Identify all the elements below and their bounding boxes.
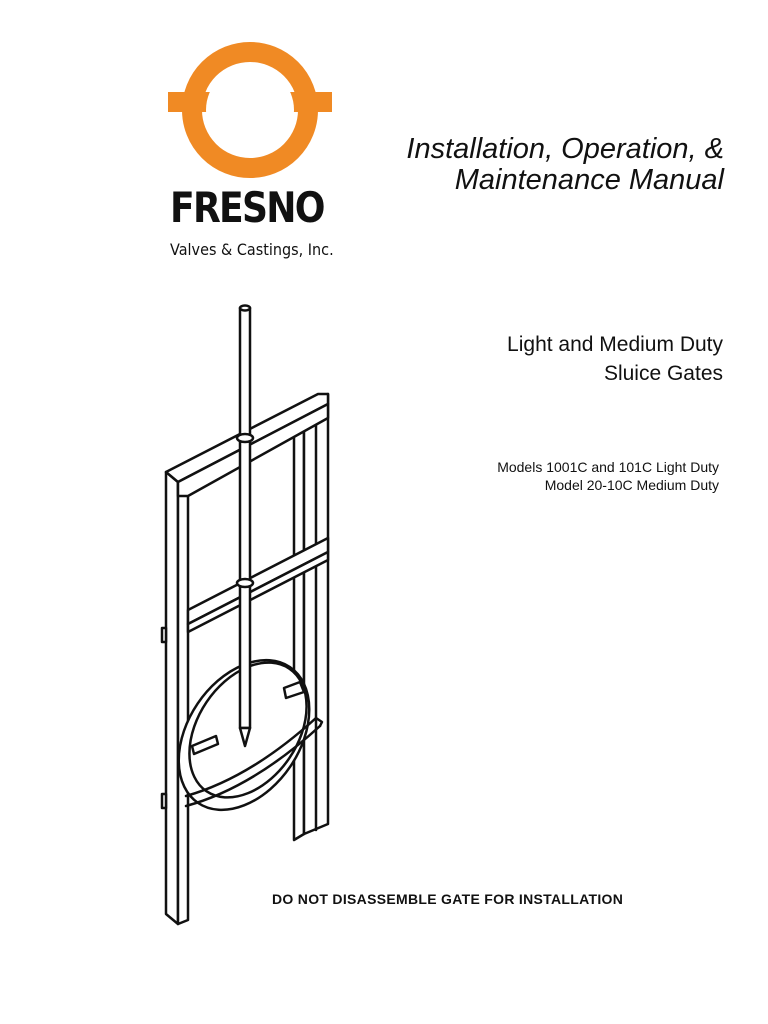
company-logo — [162, 40, 338, 259]
logo-tagline: Valves & Castings, Inc. — [170, 240, 334, 259]
model-list — [399, 458, 719, 494]
title-line-2: Maintenance Manual — [454, 164, 724, 196]
model-line-2: Model 20-10C Medium Duty — [544, 477, 719, 493]
product-heading-line-1: Light and Medium Duty — [507, 333, 723, 356]
installation-warning: DO NOT DISASSEMBLE GATE FOR INSTALLATION — [272, 891, 624, 907]
logo-brand-name: FRESNO — [170, 183, 324, 232]
logo-ring-icon — [162, 40, 338, 190]
product-heading-line-2: Sluice Gates — [603, 362, 723, 385]
product-heading — [403, 330, 723, 388]
sluice-gate-illustration — [150, 298, 346, 928]
title-line-1: Installation, Operation, & — [406, 133, 724, 165]
model-line-1: Models 1001C and 101C Light Duty — [497, 459, 719, 475]
document-title — [324, 134, 724, 196]
